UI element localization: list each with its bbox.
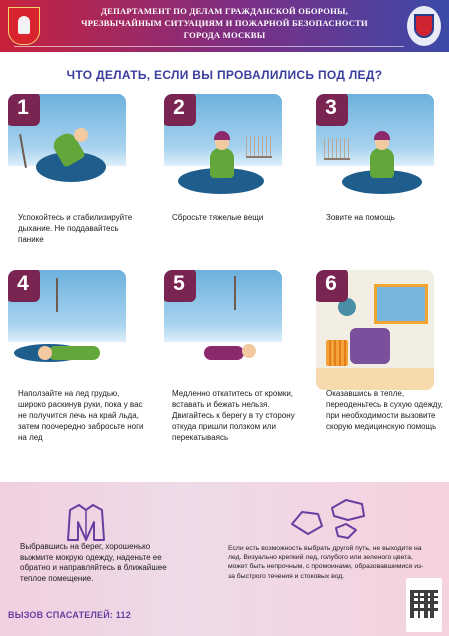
person-head (242, 344, 256, 358)
moscow-coat-of-arms-icon (8, 7, 40, 45)
step-number-badge: 2 (164, 94, 196, 126)
ice-floes-icon (288, 494, 368, 540)
jacket-icon (66, 502, 106, 544)
room-floor (316, 368, 434, 390)
department-title-line-3: ГОРОДА МОСКВЫ (183, 30, 266, 40)
step-number-badge: 4 (8, 270, 40, 302)
qr-code-block[interactable] (406, 578, 442, 632)
step-caption-4: Наползайте на лед грудью, широко раскинув руки, пока у вас не получится лечь на край льда, затем поочередно забросьте ноги на лед (18, 389, 144, 442)
step-number-badge: 3 (316, 94, 348, 126)
page-title: ЧТО ДЕЛАТЬ, ЕСЛИ ВЫ ПРОВАЛИЛИСЬ ПОД ЛЕД? (66, 68, 383, 82)
person-head (38, 346, 52, 360)
header-banner (0, 0, 449, 52)
advice-text-right: Если есть возможность выбрать другой путь, не выходите на лед. Визуально крепкий лед, голубого или зеленого цвета, может быть непрочным, с промоинами, образовавшимися из-за быстрого течения и стоковых вод. (228, 545, 424, 580)
step-caption-5: Медленно откатитесь от кромки, вставать и бежать нельзя. Двигайтесь к берегу в ту сторону откуда пришли ползком или перекатываясь (172, 389, 295, 442)
qr-code-icon[interactable] (410, 590, 438, 618)
tree-illustration (234, 276, 236, 310)
step-card-1 (8, 94, 126, 214)
person-illustration (204, 346, 244, 360)
step-card-6 (316, 270, 434, 390)
armchair-illustration (350, 328, 390, 364)
header-divider (14, 46, 404, 47)
branch-illustration (19, 134, 27, 168)
step-caption-6: Оказавшись в тепле, переоденьтесь в сухую одежду, при необходимости вызовите скорую медицинскую помощь (326, 389, 443, 431)
step-number-badge: 6 (316, 270, 348, 302)
hat-illustration (214, 131, 230, 140)
step-card-2 (164, 94, 282, 214)
person-illustration (370, 148, 394, 178)
department-title-line-2: ЧРЕЗВЫЧАЙНЫМ СИТУАЦИЯМ И ПОЖАРНОЙ БЕЗОПАСНОСТИ (81, 18, 368, 28)
department-title-line-1: ДЕПАРТАМЕНТ ПО ДЕЛАМ ГРАЖДАНСКОЙ ОБОРОНЫ, (101, 6, 348, 16)
mchs-emblem-icon (407, 6, 441, 46)
step-number-badge: 5 (164, 270, 196, 302)
step-number-badge: 1 (8, 94, 40, 126)
tree-illustration (56, 278, 58, 312)
reeds-illustration (324, 138, 350, 160)
window-illustration (374, 284, 428, 324)
step-card-3 (316, 94, 434, 214)
step-card-4 (8, 270, 126, 390)
hat-illustration (374, 131, 390, 140)
step-card-5 (164, 270, 282, 390)
step-caption-3: Зовите на помощь (326, 213, 395, 222)
person-head (74, 128, 88, 142)
advice-text-left: Выбравшись на берег, хорошенько выжмите мокрую одежду, наденьте ее обратно и направляйтесь в ближайшее теплое помещение. (20, 542, 167, 583)
person-illustration (210, 148, 234, 178)
step-caption-1: Успокойтесь и стабилизируйте дыхание. Не поддавайтесь панике (18, 213, 133, 244)
reeds-illustration (246, 136, 272, 158)
rescue-phone: ВЫЗОВ СПАСАТЕЛЕЙ: 112 (8, 610, 131, 620)
department-title (52, 5, 397, 41)
person-illustration (48, 346, 100, 360)
radiator-illustration (326, 340, 348, 366)
step-caption-2: Сбросьте тяжелые вещи (172, 213, 264, 222)
tips-panel (0, 482, 449, 636)
